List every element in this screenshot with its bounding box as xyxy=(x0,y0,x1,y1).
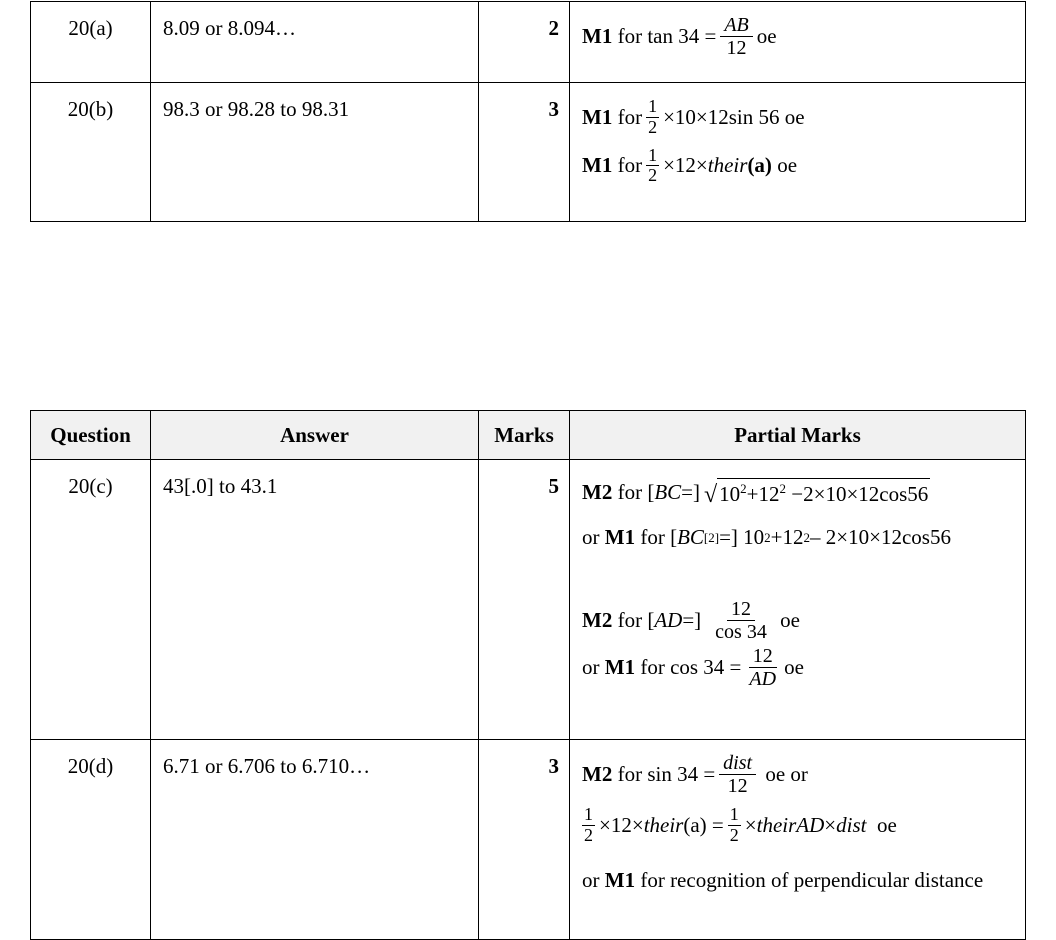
oe-text: oe xyxy=(876,812,897,837)
variable: BC xyxy=(677,525,704,549)
partial-text: =] 10 xyxy=(719,525,765,549)
partial-line xyxy=(582,805,1017,846)
oe-text: oe xyxy=(777,153,798,178)
numerator: 1 xyxy=(729,804,739,824)
header-row xyxy=(31,411,1026,460)
oe-text: oe xyxy=(780,608,800,632)
partial-line xyxy=(582,14,1017,59)
variable: AD xyxy=(654,608,683,632)
partial-marks-cell xyxy=(570,83,1026,222)
numerator: 1 xyxy=(648,96,658,116)
mark-code: M2 xyxy=(582,762,613,786)
denominator: 2 xyxy=(584,824,593,845)
marking-table-bottom xyxy=(30,410,1026,940)
partial-line xyxy=(582,752,1017,797)
or-text: or xyxy=(582,525,600,549)
denominator: 2 xyxy=(729,824,739,845)
expression: ×10×12sin 56 oe xyxy=(663,104,805,129)
answer-cell: 8.09 or 8.094… xyxy=(151,2,479,83)
partial-line xyxy=(582,146,1017,187)
header-answer: Answer xyxy=(151,411,479,460)
partial-text: =] xyxy=(682,608,702,632)
partial-line xyxy=(582,598,1017,643)
partial-marks-cell xyxy=(570,2,1026,83)
numerator: 12 xyxy=(727,598,755,621)
marks-cell: 2 xyxy=(479,2,570,83)
term: +12 xyxy=(746,482,780,506)
or-text: or xyxy=(582,867,600,892)
question-cell: 20(b) xyxy=(31,83,151,222)
partial-marks-cell xyxy=(570,740,1026,940)
variable: dist xyxy=(836,812,867,837)
fraction xyxy=(711,598,771,643)
mark-code: M1 xyxy=(604,655,636,679)
expression: ×12× xyxy=(663,153,708,178)
fraction xyxy=(745,645,780,690)
numerator: 12 xyxy=(749,645,777,668)
radical-icon: √ xyxy=(704,482,718,508)
partial-line xyxy=(582,478,1017,507)
numerator: AB xyxy=(720,14,752,37)
their-text: theirAD xyxy=(756,812,825,837)
expression: ×12× xyxy=(599,812,644,837)
partial-text: for recognition of perpendicular distance xyxy=(640,867,984,892)
table-row xyxy=(31,83,1026,222)
superscript: [2] xyxy=(703,529,720,545)
their-text: their xyxy=(643,812,684,837)
radicand: $10^2+12^2 -2\times 10\times 12\cos 56$ xyxy=(717,478,930,507)
denominator: 2 xyxy=(648,165,658,186)
partial-line xyxy=(582,868,1017,893)
partial-text: for [ xyxy=(617,608,655,632)
denominator: cos 34 xyxy=(715,621,767,643)
denominator: 12 xyxy=(726,37,747,59)
answer-cell: 43[.0] to 43.1 xyxy=(151,460,479,740)
fraction xyxy=(646,146,659,187)
marks-cell: 3 xyxy=(479,740,570,940)
partial-line: or M1 for [ BC [2] =] 10 2 +12 2 – 2×10×12cos56 xyxy=(582,525,951,549)
oe-text: oe xyxy=(784,655,804,679)
header-partial-marks: Partial Marks xyxy=(570,411,1026,460)
question-cell: 20(a) xyxy=(31,2,151,83)
oe-text: oe xyxy=(756,24,777,48)
fraction xyxy=(582,805,595,846)
expression: (a) = xyxy=(683,812,724,837)
term: 10 xyxy=(719,482,741,506)
mark-code: M2 xyxy=(582,608,613,632)
partial-text: for sin 34 = xyxy=(617,762,716,786)
fraction xyxy=(728,805,741,846)
numerator: 1 xyxy=(648,144,658,165)
table-row xyxy=(31,740,1026,940)
denominator: AD xyxy=(749,668,777,690)
fraction xyxy=(720,14,752,59)
numerator: 1 xyxy=(584,804,593,824)
header-marks: Marks xyxy=(479,411,570,460)
partial-text: for [ xyxy=(640,525,678,549)
mark-code: M2 xyxy=(582,480,613,504)
mark-code: M1 xyxy=(604,867,636,892)
partial-text: =] xyxy=(681,480,700,504)
mark-code: M1 xyxy=(582,153,613,178)
partial-line xyxy=(582,97,1017,138)
variable: BC xyxy=(654,480,682,504)
mark-code: M1 xyxy=(604,525,636,549)
their-text: their xyxy=(707,153,748,178)
term: +12 xyxy=(770,525,804,549)
numerator: dist xyxy=(719,752,756,775)
question-cell: 20(c) xyxy=(31,460,151,740)
partial-text: oe or xyxy=(765,762,808,786)
term: −2×10×12cos56 xyxy=(786,482,929,506)
or-text: or xyxy=(582,655,600,679)
denominator: 2 xyxy=(648,116,658,137)
sqrt-expression xyxy=(704,478,930,507)
marks-cell: 3 xyxy=(479,83,570,222)
expression: × xyxy=(744,812,757,837)
partial-text: for tan 34 = xyxy=(617,24,717,48)
part-ref: (a) xyxy=(747,153,772,178)
mark-code: M1 xyxy=(582,104,613,129)
partial-marks-cell xyxy=(570,460,1026,740)
marks-cell: 5 xyxy=(479,460,570,740)
table-row xyxy=(31,460,1026,740)
table-row xyxy=(31,2,1026,83)
term: – 2×10×12cos56 xyxy=(810,525,951,549)
fraction xyxy=(646,97,659,138)
partial-text: for [ xyxy=(617,480,655,504)
partial-text: for cos 34 = xyxy=(640,655,742,679)
expression: × xyxy=(824,812,837,837)
answer-cell: 98.3 or 98.28 to 98.31 xyxy=(151,83,479,222)
mark-code: M1 xyxy=(582,24,613,48)
answer-cell: 6.71 or 6.706 to 6.710… xyxy=(151,740,479,940)
marking-table-top xyxy=(30,1,1026,222)
header-question: Question xyxy=(31,411,151,460)
denominator: 12 xyxy=(727,775,748,797)
fraction xyxy=(719,752,756,797)
partial-line xyxy=(582,645,1017,690)
question-cell: 20(d) xyxy=(31,740,151,940)
partial-text: for xyxy=(617,153,643,178)
partial-text: for xyxy=(617,104,643,129)
